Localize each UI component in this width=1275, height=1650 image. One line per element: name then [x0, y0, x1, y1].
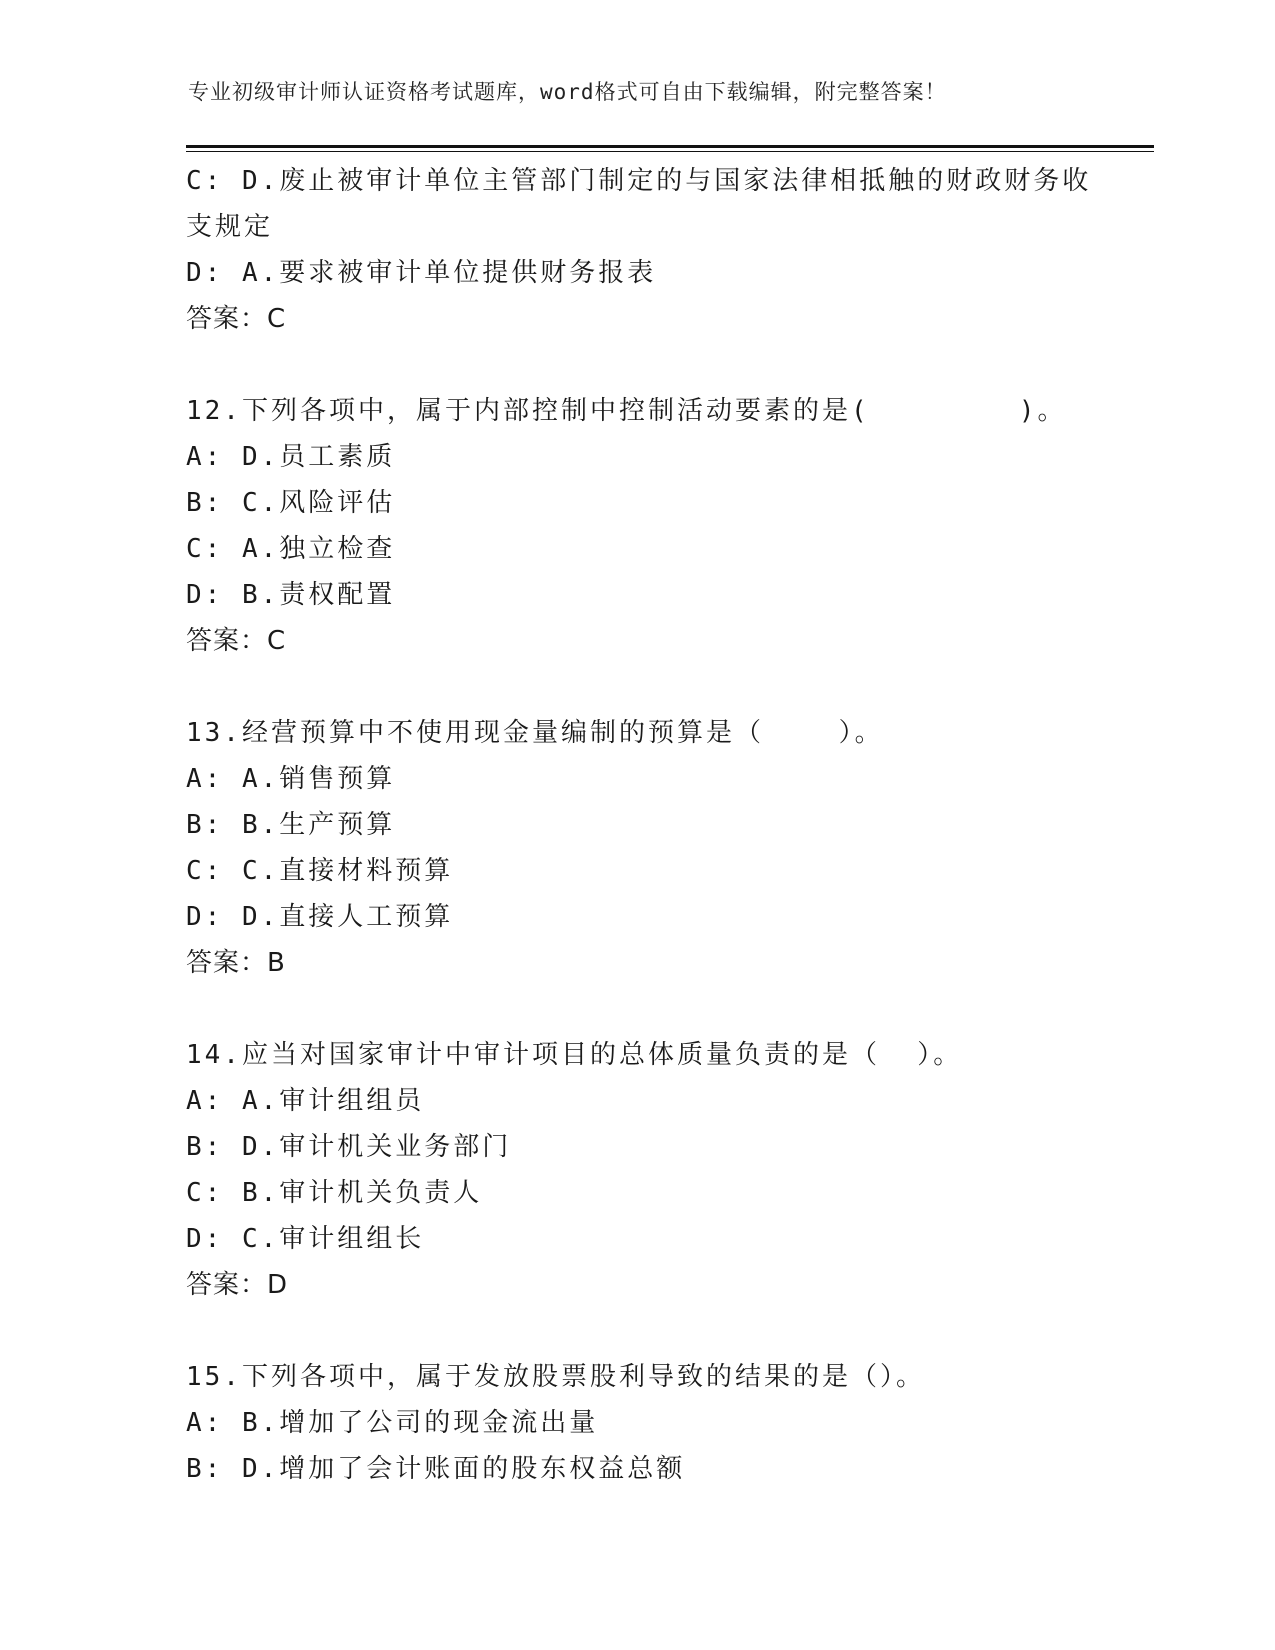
header-rule-thin	[186, 151, 1154, 152]
option-line: B: B.生产预算	[186, 810, 396, 840]
question-block	[186, 388, 1086, 664]
question-block	[186, 710, 1086, 986]
option-line: C: B.审计机关负责人	[186, 1178, 483, 1208]
page-header: 专业初级审计师认证资格考试题库，word格式可自由下载编辑，附完整答案！	[188, 80, 947, 104]
question-block	[186, 1032, 1086, 1308]
option-line: D: B.责权配置	[186, 580, 396, 610]
question-stem: 15.下列各项中，属于发放股票股利导致的结果的是（）。	[186, 1362, 925, 1392]
option-line: A: A.销售预算	[186, 764, 396, 794]
option-line: C: D.废止被审计单位主管部门制定的与国家法律相抵触的财政财务收	[186, 166, 1092, 196]
question-block	[186, 1354, 1086, 1492]
option-line: C: C.直接材料预算	[186, 856, 454, 886]
answer-line: 答案：B	[186, 948, 286, 978]
question-stem: 12.下列各项中，属于内部控制中控制活动要素的是( )。	[186, 396, 1067, 426]
option-line: B: D.增加了会计账面的股东权益总额	[186, 1454, 686, 1484]
answer-line: 答案：C	[186, 304, 287, 334]
option-line: D: A.要求被审计单位提供财务报表	[186, 258, 657, 288]
option-line: C: A.独立检查	[186, 534, 396, 564]
question-content	[186, 158, 1092, 1492]
header-rule-thick	[186, 145, 1154, 148]
option-line: A: B.增加了公司的现金流出量	[186, 1408, 599, 1438]
question-stem: 14.应当对国家审计中审计项目的总体质量负责的是（ ）。	[186, 1040, 963, 1070]
question-stem: 13.经营预算中不使用现金量编制的预算是（ ）。	[186, 718, 884, 748]
option-line: A: D.员工素质	[186, 442, 396, 472]
option-line: B: D.审计机关业务部门	[186, 1132, 512, 1162]
option-line: D: C.审计组组长	[186, 1224, 425, 1254]
option-line: D: D.直接人工预算	[186, 902, 454, 932]
option-line: 支规定	[186, 212, 274, 242]
answer-line: 答案：C	[186, 626, 287, 656]
answer-line: 答案：D	[186, 1270, 289, 1300]
option-line: A: A.审计组组员	[186, 1086, 425, 1116]
option-line: B: C.风险评估	[186, 488, 396, 518]
